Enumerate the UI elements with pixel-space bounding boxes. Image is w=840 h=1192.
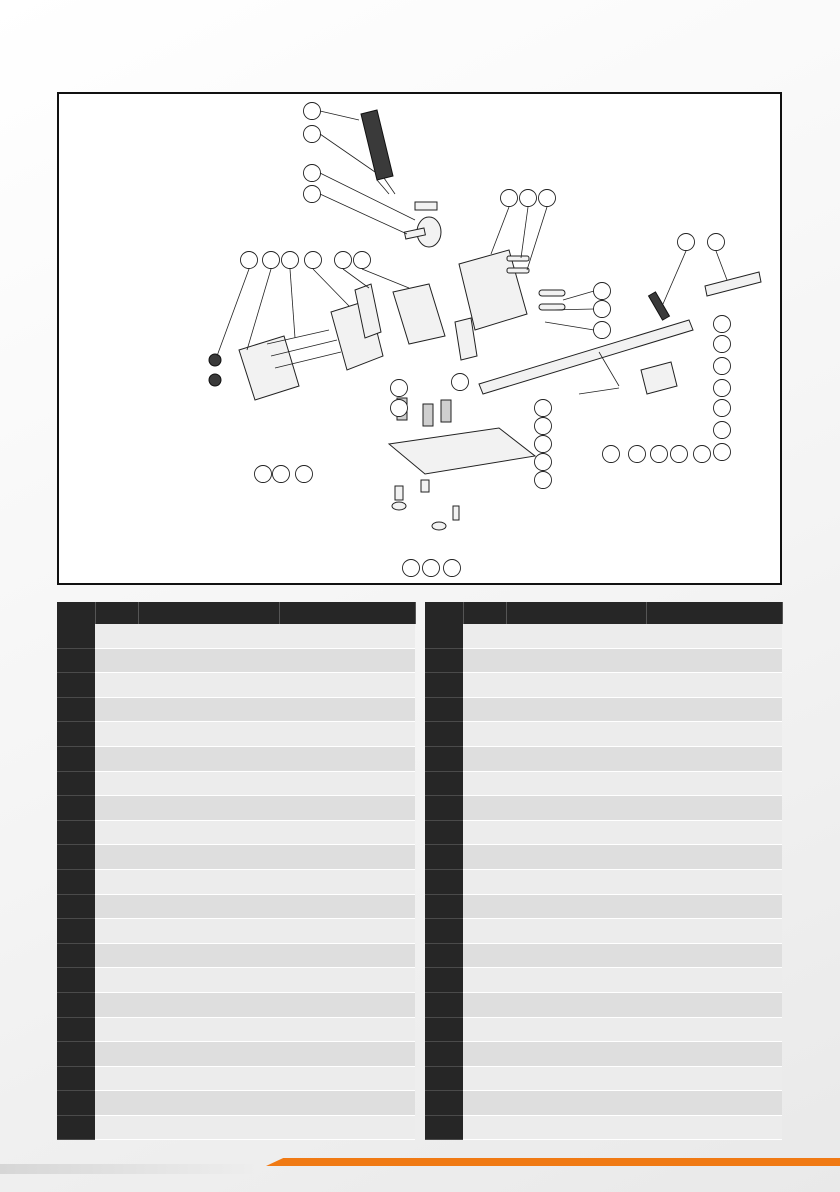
table-row: [425, 796, 782, 821]
table-row: [57, 648, 415, 673]
table-row: [57, 1115, 415, 1140]
header-number: [57, 602, 95, 624]
table-row: [425, 1017, 782, 1042]
left-plate: [209, 330, 341, 400]
parts-table-right: [425, 602, 783, 1140]
main-plate-left: [331, 284, 477, 370]
table-row: [57, 796, 415, 821]
table-header-row: [425, 602, 782, 624]
table-row: [57, 746, 415, 771]
main-plate-right: [459, 250, 565, 330]
table-row: [57, 771, 415, 796]
table-row: [425, 624, 782, 648]
table-row: [425, 1091, 782, 1116]
handle-grip: [361, 110, 441, 247]
table-row: [57, 1042, 415, 1067]
table-row: [425, 1066, 782, 1091]
header-code: [95, 602, 138, 624]
bottom-fasteners: [392, 480, 459, 530]
header-qty: [646, 602, 782, 624]
table-row: [57, 820, 415, 845]
table-row: [425, 968, 782, 993]
header-description: [138, 602, 279, 624]
table-row: [57, 624, 415, 648]
table-row: [425, 845, 782, 870]
table-row: [57, 992, 415, 1017]
table-row: [425, 697, 782, 722]
table-row: [425, 943, 782, 968]
guide-rail: [479, 272, 761, 394]
table-row: [425, 648, 782, 673]
table-row: [425, 919, 782, 944]
table-row: [57, 919, 415, 944]
springs-and-base: [389, 398, 535, 474]
table-row: [425, 746, 782, 771]
table-row: [425, 722, 782, 747]
table-row: [425, 820, 782, 845]
table-row: [425, 992, 782, 1017]
table-row: [57, 697, 415, 722]
table-row: [57, 943, 415, 968]
table-row: [425, 869, 782, 894]
table-row: [425, 771, 782, 796]
table-row: [57, 673, 415, 698]
table-row: [57, 722, 415, 747]
table-row: [425, 894, 782, 919]
table-row: [57, 1017, 415, 1042]
table-row: [425, 1115, 782, 1140]
header-qty: [279, 602, 415, 624]
table-row: [57, 1066, 415, 1091]
table-row: [57, 845, 415, 870]
header-code: [463, 602, 506, 624]
footer-grey-bar: [0, 1164, 270, 1174]
table-row: [57, 869, 415, 894]
header-number: [425, 602, 463, 624]
header-description: [506, 602, 646, 624]
exploded-diagram: [57, 92, 782, 585]
exploded-view-drawing: [59, 94, 780, 583]
table-row: [57, 968, 415, 993]
table-row: [425, 673, 782, 698]
table-row: [57, 1091, 415, 1116]
footer-accent-bar: [266, 1158, 840, 1166]
parts-table-left: [57, 602, 416, 1140]
table-row: [425, 1042, 782, 1067]
table-row: [57, 894, 415, 919]
table-header-row: [57, 602, 415, 624]
